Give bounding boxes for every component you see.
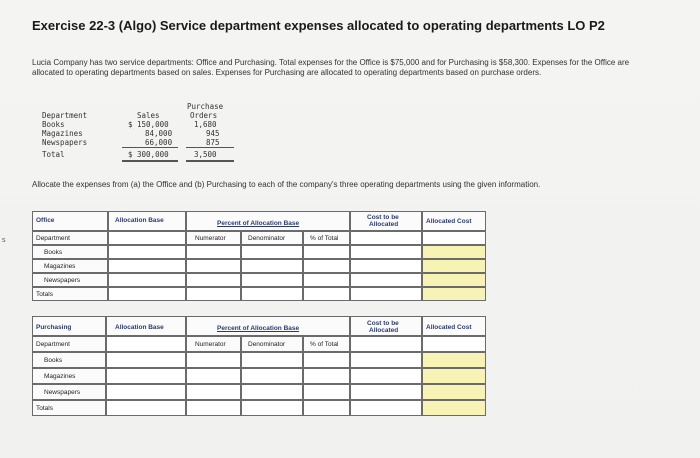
office-magazines-cost-input[interactable] (350, 259, 422, 273)
row-orders: 875 (206, 138, 220, 147)
cost-line1: Cost to be (367, 320, 399, 327)
allocated-cost-label: Allocated Cost (426, 218, 472, 225)
col-orders-line1: Purchase (187, 102, 224, 111)
subtotal-rule (122, 147, 178, 148)
purchasing-newspapers-numerator-input[interactable] (186, 384, 241, 400)
office-magazines-denominator-input[interactable] (241, 259, 303, 273)
percent-header-label: Percent of Allocation Base (217, 325, 300, 332)
row-orders: 1,680 (194, 120, 217, 129)
purchasing-magazines-allocated-input[interactable] (422, 368, 486, 384)
pct-total-label: % of Total (310, 341, 339, 348)
totals-label: Totals (36, 291, 53, 298)
office-totals-denominator-input[interactable] (241, 287, 303, 301)
totals-label: Totals (36, 405, 53, 412)
side-mark: s (2, 237, 6, 244)
purchasing-magazines-base-input[interactable] (106, 368, 186, 384)
row-label-newspapers: Newspapers (44, 277, 81, 284)
allocation-base-label: Allocation Base (115, 217, 164, 224)
purchasing-magazines-numerator-input[interactable] (186, 368, 241, 384)
office-section-cell (32, 211, 108, 231)
office-allocated-cost-header (422, 211, 486, 231)
subtotal-rule (186, 147, 234, 148)
department-label: Department (36, 341, 70, 348)
purchasing-newspapers-allocated-input[interactable] (422, 384, 486, 400)
purchasing-magazines-cost-input[interactable] (350, 368, 422, 384)
row-sales: 84,000 (145, 129, 173, 138)
col-sales: Sales (137, 111, 160, 120)
office-percent-header (186, 211, 350, 231)
row-dept: Magazines (42, 129, 83, 138)
office-totals-cost-input[interactable] (350, 287, 422, 301)
cost-line1: Cost to be (367, 214, 399, 221)
pct-total-header (303, 231, 350, 245)
office-books-numerator-input[interactable] (186, 245, 241, 259)
office-cost-input[interactable] (350, 231, 422, 245)
purchasing-newspapers-base-input[interactable] (106, 384, 186, 400)
office-row-label (32, 245, 108, 259)
office-row-label (32, 259, 108, 273)
purchasing-newspapers-cost-input[interactable] (350, 384, 422, 400)
purchasing-books-cost-input[interactable] (350, 352, 422, 368)
office-magazines-base-input[interactable] (108, 259, 186, 273)
row-dept: Total (42, 150, 65, 159)
purchasing-allocated-cost-header (422, 316, 486, 336)
allocated-cost-label: Allocated Cost (426, 324, 472, 331)
office-section-label: Office (36, 217, 55, 224)
total-rule (122, 160, 178, 162)
office-totals-numerator-input[interactable] (186, 287, 241, 301)
numerator-label: Numerator (195, 341, 226, 348)
office-row-label (32, 273, 108, 287)
office-department-cell (32, 231, 108, 245)
office-books-base-input[interactable] (108, 245, 186, 259)
pct-total-label: % of Total (310, 235, 339, 242)
purchasing-books-allocated-input[interactable] (422, 352, 486, 368)
purchasing-row-label (32, 384, 106, 400)
col-orders-line2: Orders (190, 111, 218, 120)
instruction-text: Allocate the expenses from (a) the Office and (b) Purchasing to each of the company's three operating departments using the given information. (32, 180, 541, 189)
cost-line2: Allocated (369, 221, 399, 228)
row-orders: 3,500 (194, 150, 217, 159)
problem-intro: Lucia Company has two service departments: Office and Purchasing. Total expenses for the Office is $75,000 and for Purchasing is $58,300. Expenses for the Office are allocated to operating departments based on sales. Expenses for Purchasing are allocated to operating departments based on purchase orders. (32, 58, 630, 77)
office-allocated-input[interactable] (422, 231, 486, 245)
office-magazines-pct-input[interactable] (303, 259, 350, 273)
office-base-input[interactable] (108, 231, 186, 245)
purchasing-row-label (32, 352, 106, 368)
purchasing-totals-numerator-input[interactable] (186, 400, 241, 416)
office-totals-label-cell (32, 287, 108, 301)
purchasing-totals-pct-input[interactable] (303, 400, 350, 416)
purchasing-department-cell (32, 336, 106, 352)
purchasing-row-label (32, 368, 106, 384)
office-books-denominator-input[interactable] (241, 245, 303, 259)
purchasing-newspapers-denominator-input[interactable] (241, 384, 303, 400)
office-newspapers-denominator-input[interactable] (241, 273, 303, 287)
purchasing-totals-cost-input[interactable] (350, 400, 422, 416)
office-newspapers-allocated-input[interactable] (422, 273, 486, 287)
purchasing-totals-allocated-input[interactable] (422, 400, 486, 416)
purchasing-books-numerator-input[interactable] (186, 352, 241, 368)
row-sales: $ 150,000 (128, 120, 169, 129)
department-label: Department (36, 235, 70, 242)
purchasing-totals-denominator-input[interactable] (241, 400, 303, 416)
purchasing-books-denominator-input[interactable] (241, 352, 303, 368)
row-label-books: Books (44, 357, 63, 364)
purchasing-newspapers-pct-input[interactable] (303, 384, 350, 400)
office-newspapers-cost-input[interactable] (350, 273, 422, 287)
purchasing-section-label: Purchasing (36, 324, 72, 331)
total-rule (186, 160, 234, 162)
office-books-allocated-input[interactable] (422, 245, 486, 259)
office-magazines-numerator-input[interactable] (186, 259, 241, 273)
purchasing-cost-header (350, 316, 422, 336)
office-cost-header (350, 211, 422, 231)
row-label-newspapers: Newspapers (44, 389, 81, 396)
row-sales: 66,000 (145, 138, 173, 147)
percent-header-label: Percent of Allocation Base (217, 220, 300, 227)
office-books-pct-input[interactable] (303, 245, 350, 259)
numerator-header (186, 231, 241, 245)
numerator-label: Numerator (195, 235, 226, 242)
col-department: Department (42, 111, 88, 120)
office-allocation-base-header (108, 211, 186, 231)
purchasing-totals-label-cell (32, 400, 106, 416)
allocation-base-label: Allocation Base (115, 324, 164, 331)
row-sales: $ 300,000 (128, 150, 169, 159)
exercise-title: Exercise 22-3 (Algo) Service department expenses allocated to operating departments LO P2 (32, 18, 605, 33)
purchasing-base-input[interactable] (106, 336, 186, 352)
office-magazines-allocated-input[interactable] (422, 259, 486, 273)
row-label-books: Books (44, 249, 63, 256)
row-dept: Newspapers (42, 138, 88, 147)
purchasing-magazines-denominator-input[interactable] (241, 368, 303, 384)
office-newspapers-base-input[interactable] (108, 273, 186, 287)
purchasing-books-base-input[interactable] (106, 352, 186, 368)
row-orders: 945 (206, 129, 220, 138)
purchasing-allocation-base-header (106, 316, 186, 336)
denominator-header (241, 231, 303, 245)
office-newspapers-numerator-input[interactable] (186, 273, 241, 287)
row-label-magazines: Magazines (44, 373, 76, 380)
purchasing-totals-base-input[interactable] (106, 400, 186, 416)
pct-total-header (303, 336, 350, 352)
purchasing-cost-input[interactable] (350, 336, 422, 352)
purchasing-percent-header (186, 316, 350, 336)
purchasing-magazines-pct-input[interactable] (303, 368, 350, 384)
denominator-label: Denominator (248, 235, 286, 242)
purchasing-section-cell (32, 316, 106, 336)
purchasing-allocated-input[interactable] (422, 336, 486, 352)
cost-line2: Allocated (369, 327, 399, 334)
office-totals-base-input[interactable] (108, 287, 186, 301)
numerator-header (186, 336, 241, 352)
denominator-header (241, 336, 303, 352)
purchasing-books-pct-input[interactable] (303, 352, 350, 368)
office-newspapers-pct-input[interactable] (303, 273, 350, 287)
row-label-magazines: Magazines (44, 263, 76, 270)
row-dept: Books (42, 120, 65, 129)
office-books-cost-input[interactable] (350, 245, 422, 259)
department-data-table (42, 102, 242, 164)
office-totals-allocated-input[interactable] (422, 287, 486, 301)
denominator-label: Denominator (248, 341, 286, 348)
office-totals-pct-input[interactable] (303, 287, 350, 301)
